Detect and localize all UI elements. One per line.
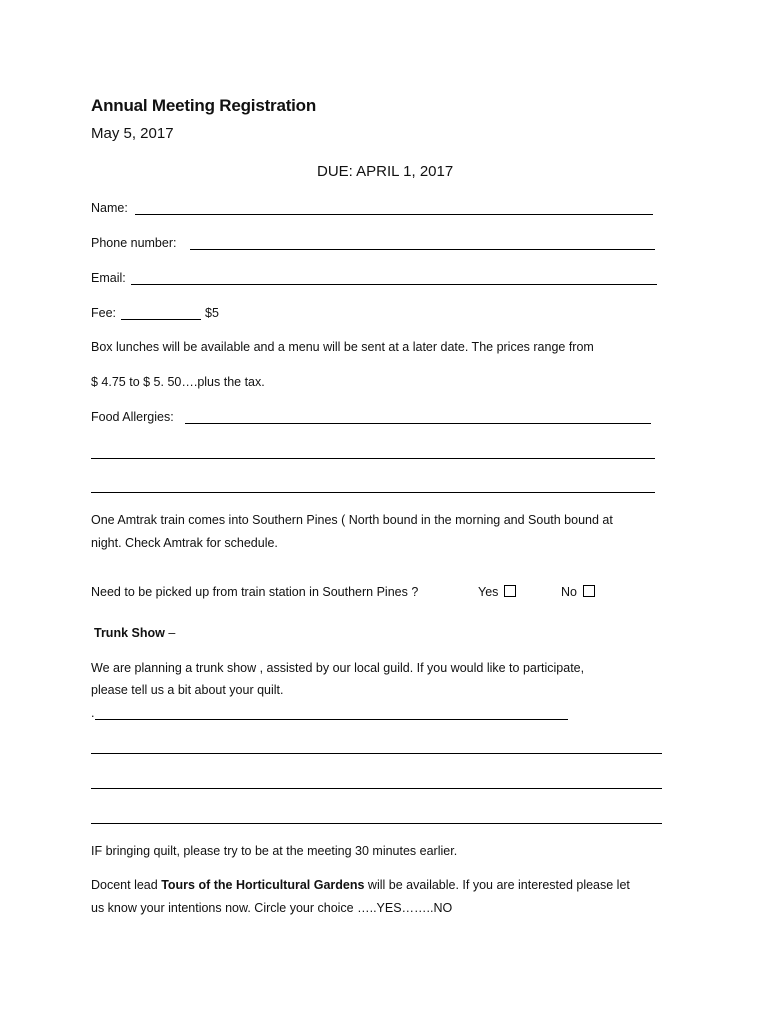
name-label: Name: [91, 201, 128, 215]
phone-field[interactable] [190, 249, 655, 250]
name-field[interactable] [135, 214, 653, 215]
trunk-show-text: We are planning a trunk show , assisted by our local guild. If you would like to participate, [91, 661, 585, 675]
tours-prefix: Docent lead [91, 878, 162, 892]
quilt-description-line-2[interactable] [91, 753, 662, 754]
pickup-yes-option[interactable] [478, 585, 516, 599]
no-checkbox[interactable] [583, 585, 595, 597]
fee-field[interactable] [121, 319, 201, 320]
trunk-show-bullet: . [91, 706, 95, 720]
trunk-show-title: Trunk Show [94, 626, 165, 640]
yes-label: Yes [478, 585, 499, 599]
no-label: No [561, 585, 577, 599]
email-label: Email: [91, 271, 126, 285]
fee-label: Fee: [91, 306, 117, 320]
yes-checkbox[interactable] [504, 585, 516, 597]
pickup-question: Need to be picked up from train station in Southern Pines ? [91, 585, 419, 599]
email-field[interactable] [131, 284, 657, 285]
amtrak-text: One Amtrak train comes into Southern Pines ( North bound in the morning and South bound at [91, 513, 613, 527]
food-allergies-line-3[interactable] [91, 492, 655, 493]
pickup-no-option[interactable] [561, 585, 595, 599]
box-lunches-text: Box lunches will be available and a menu will be sent at a later date. The prices range from [91, 340, 594, 354]
quilt-arrival-note: IF bringing quilt, please try to be at the meeting 30 minutes earlier. [91, 844, 458, 858]
page-title: Annual Meeting Registration [91, 96, 317, 115]
tours-choice: us know your intentions now. Circle your choice …..YES……..NO [91, 901, 453, 915]
due-date: DUE: APRIL 1, 2017 [317, 163, 454, 180]
phone-label: Phone number: [91, 236, 177, 250]
amtrak-schedule: night. Check Amtrak for schedule. [91, 536, 278, 550]
tours-name: Tours of the Horticultural Gardens [161, 878, 365, 892]
tours-suffix: will be available. If you are interested please let [364, 878, 630, 892]
food-allergies-field[interactable] [185, 423, 651, 424]
trunk-show-dash: – [164, 626, 176, 640]
quilt-description-line-4[interactable] [91, 823, 662, 824]
fee-amount: $5 [205, 306, 219, 320]
box-lunches-price: $ 4.75 to $ 5. 50….plus the tax. [91, 375, 265, 389]
quilt-description-line-1[interactable] [95, 719, 568, 720]
food-allergies-label: Food Allergies: [91, 410, 174, 424]
trunk-show-heading [94, 626, 175, 640]
tours-text [91, 878, 630, 892]
food-allergies-line-2[interactable] [91, 458, 655, 459]
meeting-date: May 5, 2017 [91, 125, 174, 142]
trunk-show-prompt: please tell us a bit about your quilt. [91, 683, 284, 697]
quilt-description-line-3[interactable] [91, 788, 662, 789]
